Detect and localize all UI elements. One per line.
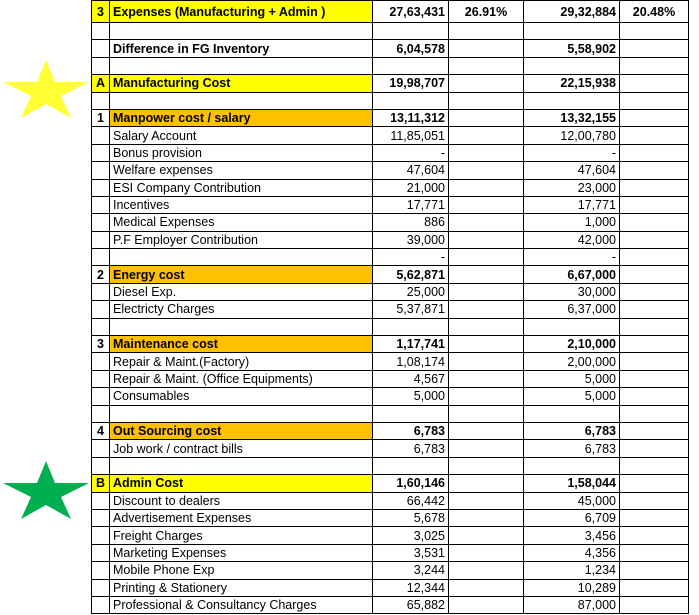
cell-p2[interactable] [620,509,689,526]
cell-v1[interactable]: 1,60,146 [373,475,449,492]
cell-p2[interactable] [620,579,689,596]
cell-num[interactable] [92,596,110,613]
cell-v2[interactable]: 6,783 [524,422,620,439]
cell-p1[interactable] [449,179,524,196]
table-row [92,544,689,561]
table-row [92,405,689,422]
cell-v2[interactable]: 2,10,000 [524,336,620,353]
cell-v1[interactable] [373,318,449,335]
cell-p1[interactable] [449,75,524,92]
cell-p2[interactable] [620,92,689,109]
cell-v1[interactable]: - [373,249,449,266]
cell-v1[interactable]: 17,771 [373,196,449,213]
table-row [92,492,689,509]
cell-label[interactable]: Bonus provision [110,144,373,161]
table-row [92,57,689,74]
table-row [92,144,689,161]
cell-p2[interactable] [620,57,689,74]
cell-v1[interactable]: 1,17,741 [373,336,449,353]
cell-v2[interactable]: 10,289 [524,579,620,596]
table-row [92,23,689,40]
cell-v2[interactable]: 4,356 [524,544,620,561]
cell-p2[interactable] [620,492,689,509]
table-row [92,579,689,596]
cell-num[interactable] [92,527,110,544]
cell-v2[interactable]: 22,15,938 [524,75,620,92]
cell-num[interactable] [92,353,110,370]
cell-p1[interactable] [449,353,524,370]
cell-num[interactable] [92,214,110,231]
cell-v2[interactable]: 5,58,902 [524,40,620,57]
cell-label[interactable]: Energy cost [110,266,373,283]
cell-v1[interactable]: 3,025 [373,527,449,544]
cell-v2[interactable]: 23,000 [524,179,620,196]
table-row [92,336,689,353]
cell-label[interactable]: Repair & Maint.(Factory) [110,353,373,370]
cell-v1[interactable]: 11,85,051 [373,127,449,144]
cell-v2[interactable] [524,92,620,109]
cell-p1[interactable] [449,162,524,179]
cell-num[interactable] [92,405,110,422]
cell-v2[interactable] [524,57,620,74]
cell-p1[interactable] [449,370,524,387]
cell-num[interactable] [92,492,110,509]
cell-v1[interactable]: 886 [373,214,449,231]
table-row [92,353,689,370]
cell-v1[interactable] [373,405,449,422]
cell-v1[interactable]: 1,08,174 [373,353,449,370]
cell-p1[interactable] [449,23,524,40]
cell-label[interactable]: Admin Cost [110,475,373,492]
cell-p2[interactable] [620,440,689,457]
cell-p1[interactable]: 26.91% [449,1,524,23]
cell-label[interactable]: Professional & Consultancy Charges [110,596,373,613]
cell-num[interactable]: 3 [92,336,110,353]
cell-p2[interactable] [620,127,689,144]
cell-num[interactable] [92,440,110,457]
cell-v2[interactable]: 13,32,155 [524,109,620,126]
table-row [92,318,689,335]
cell-p1[interactable] [449,214,524,231]
cell-v1[interactable] [373,457,449,474]
table-row [92,214,689,231]
table-row [92,109,689,126]
cell-p1[interactable] [449,422,524,439]
cell-label[interactable] [110,457,373,474]
cell-num[interactable] [92,457,110,474]
cell-v1[interactable]: 65,882 [373,596,449,613]
cell-p1[interactable] [449,318,524,335]
table-row [92,596,689,613]
cell-p2[interactable] [620,388,689,405]
cell-num[interactable] [92,162,110,179]
cell-label[interactable]: Welfare expenses [110,162,373,179]
cell-p2[interactable] [620,144,689,161]
table-row [92,1,689,23]
cell-v2[interactable] [524,405,620,422]
cell-label[interactable]: Printing & Stationery [110,579,373,596]
table-row [92,527,689,544]
cell-v1[interactable]: 12,344 [373,579,449,596]
cell-label[interactable]: Consumables [110,388,373,405]
cell-p1[interactable] [449,405,524,422]
cell-p2[interactable] [620,249,689,266]
cell-num[interactable]: 3 [92,1,110,23]
cell-p2[interactable] [620,283,689,300]
cell-v2[interactable]: 1,234 [524,562,620,579]
cell-v1[interactable]: 19,98,707 [373,75,449,92]
cell-label[interactable]: P.F Employer Contribution [110,231,373,248]
cell-label[interactable]: Manpower cost / salary [110,109,373,126]
cell-label[interactable]: Electricty Charges [110,301,373,318]
cell-label[interactable]: Maintenance cost [110,336,373,353]
cell-p1[interactable] [449,509,524,526]
cell-p2[interactable] [620,336,689,353]
cell-p1[interactable] [449,127,524,144]
cell-label[interactable]: Marketing Expenses [110,544,373,561]
cell-p2[interactable] [620,457,689,474]
table-row [92,231,689,248]
cell-label[interactable]: Expenses (Manufacturing + Admin ) [110,1,373,23]
table-body [92,1,689,614]
table-row [92,196,689,213]
cell-p1[interactable] [449,475,524,492]
cell-p1[interactable] [449,144,524,161]
cell-v2[interactable]: 42,000 [524,231,620,248]
cell-p1[interactable] [449,92,524,109]
table-row [92,283,689,300]
cell-num[interactable] [92,196,110,213]
table-row [92,92,689,109]
cell-v1[interactable]: 47,604 [373,162,449,179]
cell-p1[interactable] [449,283,524,300]
cell-v1[interactable] [373,57,449,74]
cell-v1[interactable]: 5,62,871 [373,266,449,283]
cell-p1[interactable] [449,57,524,74]
cell-p2[interactable] [620,405,689,422]
cell-p2[interactable] [620,109,689,126]
cell-num[interactable] [92,370,110,387]
cell-v2[interactable] [524,457,620,474]
cell-num[interactable] [92,231,110,248]
table-row [92,422,689,439]
cell-num[interactable] [92,579,110,596]
cell-num[interactable] [92,388,110,405]
cell-v1[interactable]: 39,000 [373,231,449,248]
cell-v2[interactable]: 45,000 [524,492,620,509]
cell-p1[interactable] [449,492,524,509]
cell-p2[interactable] [620,422,689,439]
cell-v2[interactable]: 6,37,000 [524,301,620,318]
cell-v2[interactable]: 1,58,044 [524,475,620,492]
cell-p1[interactable] [449,388,524,405]
cost-sheet-table [91,0,689,614]
cell-p2[interactable] [620,40,689,57]
cell-num[interactable]: A [92,75,110,92]
cell-label[interactable]: Freight Charges [110,527,373,544]
cell-v1[interactable]: 66,442 [373,492,449,509]
cell-p2[interactable] [620,562,689,579]
cell-v2[interactable]: 6,709 [524,509,620,526]
cell-v2[interactable]: 6,67,000 [524,266,620,283]
cell-p1[interactable] [449,544,524,561]
cell-v2[interactable]: 6,783 [524,440,620,457]
cell-v1[interactable]: 27,63,431 [373,1,449,23]
cell-p2[interactable] [620,301,689,318]
cell-v2[interactable]: 30,000 [524,283,620,300]
table-row [92,127,689,144]
cell-p1[interactable] [449,301,524,318]
cell-p2[interactable] [620,266,689,283]
cell-v2[interactable]: - [524,144,620,161]
cell-p2[interactable] [620,475,689,492]
cell-label[interactable] [110,405,373,422]
cell-v1[interactable]: 5,000 [373,388,449,405]
cell-v1[interactable]: 6,04,578 [373,40,449,57]
cell-num[interactable] [92,127,110,144]
cell-v2[interactable]: 87,000 [524,596,620,613]
cell-p1[interactable] [449,266,524,283]
cell-p2[interactable]: 20.48% [620,1,689,23]
cell-num[interactable] [92,249,110,266]
cell-p2[interactable] [620,318,689,335]
cell-num[interactable] [92,562,110,579]
table-row [92,457,689,474]
cell-p2[interactable] [620,231,689,248]
cell-label[interactable]: Difference in FG Inventory [110,40,373,57]
cell-p2[interactable] [620,162,689,179]
table-row [92,266,689,283]
cell-p2[interactable] [620,179,689,196]
cell-label[interactable] [110,57,373,74]
table-row [92,370,689,387]
cell-label[interactable]: Discount to dealers [110,492,373,509]
cell-num[interactable]: 2 [92,266,110,283]
cell-label[interactable]: Medical Expenses [110,214,373,231]
cell-p1[interactable] [449,562,524,579]
cell-label[interactable] [110,318,373,335]
cell-p1[interactable] [449,579,524,596]
cell-num[interactable] [92,283,110,300]
table-row [92,388,689,405]
cell-v1[interactable]: 3,244 [373,562,449,579]
cell-label[interactable] [110,92,373,109]
table-row [92,162,689,179]
cell-v1[interactable]: 21,000 [373,179,449,196]
table-row [92,179,689,196]
cell-v2[interactable]: 5,000 [524,370,620,387]
cell-v1[interactable] [373,23,449,40]
cell-label[interactable]: Repair & Maint. (Office Equipments) [110,370,373,387]
cell-p1[interactable] [449,440,524,457]
cell-p2[interactable] [620,75,689,92]
table-row [92,475,689,492]
cell-v1[interactable]: 4,567 [373,370,449,387]
cell-p1[interactable] [449,457,524,474]
cell-v1[interactable]: 6,783 [373,422,449,439]
cell-label[interactable]: Job work / contract bills [110,440,373,457]
cell-label[interactable]: Salary Account [110,127,373,144]
cell-p2[interactable] [620,196,689,213]
cell-v2[interactable]: 17,771 [524,196,620,213]
cell-v2[interactable]: 47,604 [524,162,620,179]
cell-v2[interactable]: - [524,249,620,266]
cell-label[interactable]: Out Sourcing cost [110,422,373,439]
cell-p2[interactable] [620,353,689,370]
table-row [92,562,689,579]
cell-p1[interactable] [449,231,524,248]
cell-p1[interactable] [449,336,524,353]
cell-num[interactable] [92,57,110,74]
cell-label[interactable]: Manufacturing Cost [110,75,373,92]
cell-num[interactable] [92,301,110,318]
cell-label[interactable]: Incentives [110,196,373,213]
cell-num[interactable] [92,544,110,561]
table-row [92,509,689,526]
cell-p1[interactable] [449,196,524,213]
cell-v2[interactable]: 29,32,884 [524,1,620,23]
table-row [92,40,689,57]
cell-v2[interactable] [524,318,620,335]
cell-num[interactable] [92,179,110,196]
cell-v1[interactable]: 5,678 [373,509,449,526]
table-row [92,249,689,266]
cell-label[interactable]: Diesel Exp. [110,283,373,300]
cell-p2[interactable] [620,527,689,544]
cell-num[interactable] [92,144,110,161]
cell-num[interactable] [92,509,110,526]
cell-num[interactable] [92,40,110,57]
cell-label[interactable] [110,249,373,266]
cell-num[interactable]: B [92,475,110,492]
cell-label[interactable] [110,23,373,40]
cell-p2[interactable] [620,214,689,231]
cell-label[interactable]: Advertisement Expenses [110,509,373,526]
cell-num[interactable] [92,318,110,335]
cell-p2[interactable] [620,544,689,561]
table-row [92,440,689,457]
cell-num[interactable] [92,23,110,40]
cell-p2[interactable] [620,370,689,387]
cell-v2[interactable] [524,23,620,40]
cell-num[interactable] [92,92,110,109]
cell-label[interactable]: Mobile Phone Exp [110,562,373,579]
cell-p1[interactable] [449,527,524,544]
cell-v1[interactable]: - [373,144,449,161]
cell-v2[interactable]: 1,000 [524,214,620,231]
cell-v1[interactable]: 3,531 [373,544,449,561]
cell-num[interactable]: 4 [92,422,110,439]
cell-p1[interactable] [449,40,524,57]
cell-v1[interactable]: 6,783 [373,440,449,457]
cell-p1[interactable] [449,596,524,613]
green-star-icon [1,459,91,519]
cell-p2[interactable] [620,596,689,613]
cell-v2[interactable]: 2,00,000 [524,353,620,370]
cell-p2[interactable] [620,23,689,40]
table-row [92,75,689,92]
cell-v1[interactable] [373,92,449,109]
cell-v2[interactable]: 12,00,780 [524,127,620,144]
cell-v1[interactable]: 5,37,871 [373,301,449,318]
table-row [92,301,689,318]
cell-v2[interactable]: 3,456 [524,527,620,544]
cell-p1[interactable] [449,249,524,266]
cell-num[interactable]: 1 [92,109,110,126]
cell-p1[interactable] [449,109,524,126]
cell-v1[interactable]: 25,000 [373,283,449,300]
yellow-star-icon [1,58,91,118]
cell-v2[interactable]: 5,000 [524,388,620,405]
cell-label[interactable]: ESI Company Contribution [110,179,373,196]
cell-v1[interactable]: 13,11,312 [373,109,449,126]
